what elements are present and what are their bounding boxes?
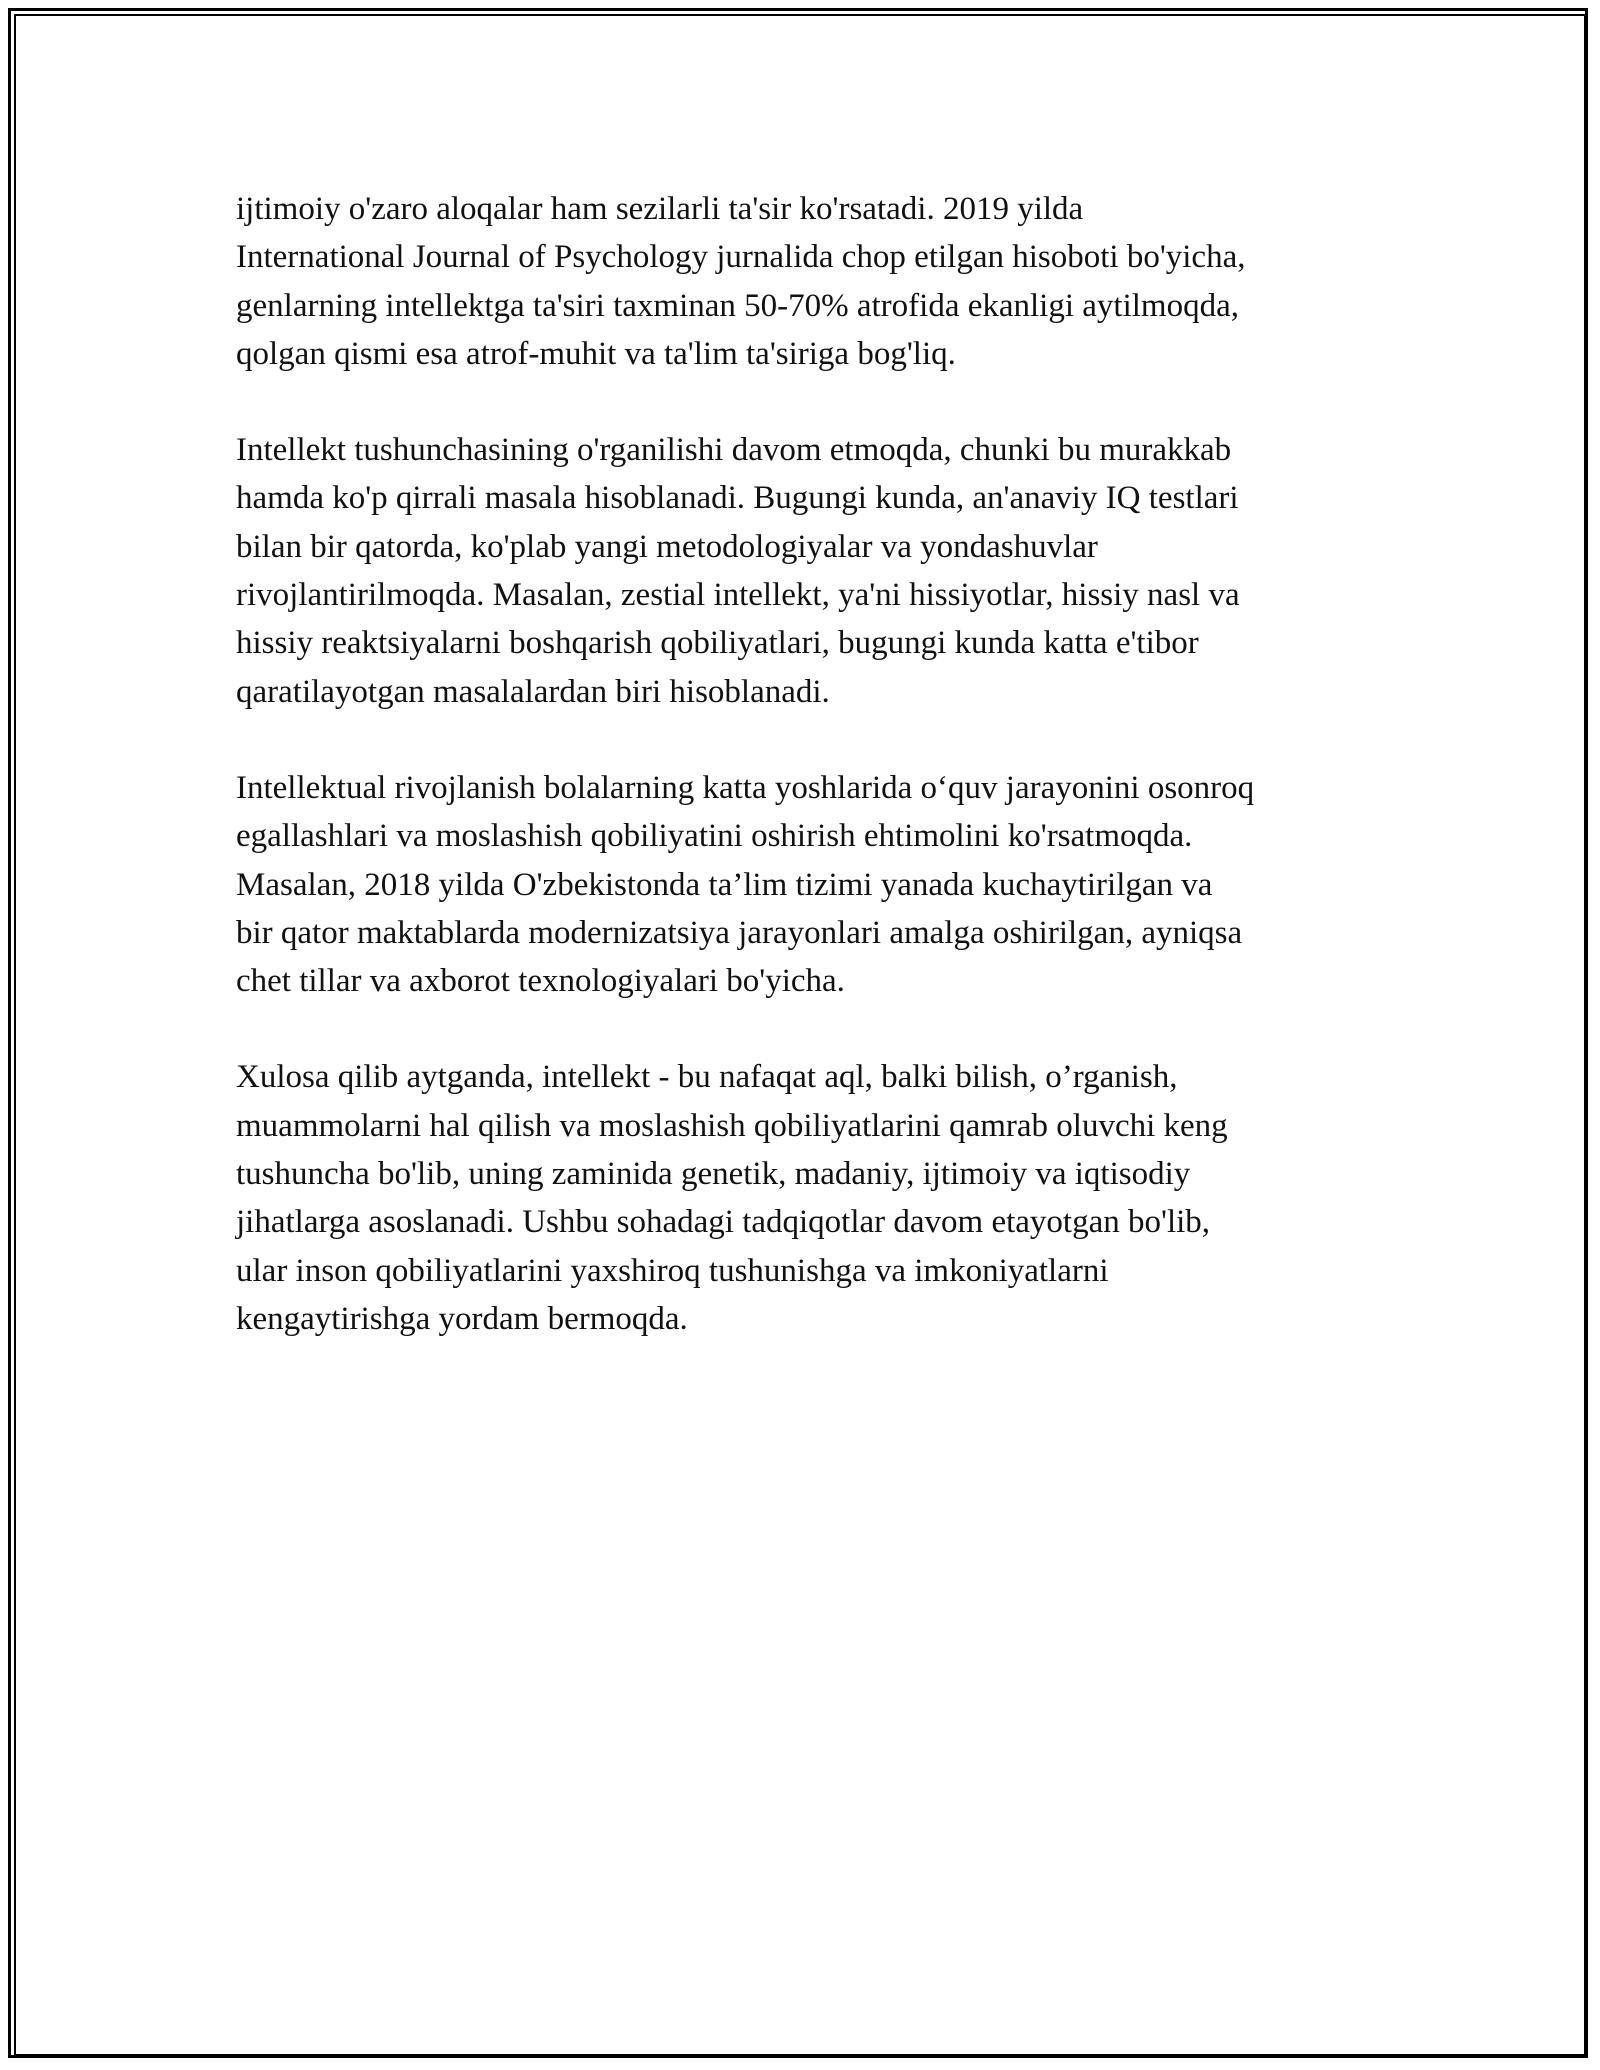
text-line: bir qator maktablarda modernizatsiya jarayonlari amalga oshirilgan, ayniqsa — [236, 914, 1243, 951]
text-line: rivojlantirilmoqda. Masalan, zestial intellekt, ya'ni hissiyotlar, hissiy nasl va — [236, 577, 1240, 614]
text-line: kengaytirishga yordam bermoqda. — [236, 1300, 688, 1337]
text-line: qaratilayotgan masalalardan biri hisoblanadi. — [236, 673, 830, 710]
document-body — [236, 185, 1376, 1391]
text-line: tushuncha bo'lib, uning zaminida genetik, madaniy, ijtimoiy va iqtisodiy — [236, 1156, 1191, 1193]
text-line: jihatlarga asoslanadi. Ushbu sohadagi tadqiqotlar davom etayotgan bo'lib, — [236, 1204, 1211, 1241]
text-line: Intellektual rivojlanish bolalarning katta yoshlarida o‘quv jarayonini osonroq — [236, 769, 1255, 806]
text-line: International Journal of Psychology jurnalida chop etilgan hisoboti bo'yicha, — [236, 239, 1246, 276]
text-line: muammolarni hal qilish va moslashish qobiliyatlarini qamrab oluvchi keng — [236, 1107, 1228, 1144]
text-line: Masalan, 2018 yilda O'zbekistonda ta’lim tizimi yanada kuchaytirilgan va — [236, 866, 1213, 903]
text-line: qolgan qismi esa atrof-muhit va ta'lim ta'siriga bog'liq. — [236, 335, 956, 372]
paragraph-2 — [236, 426, 1376, 716]
paragraph-4 — [236, 1053, 1376, 1343]
text-line: egallashlari va moslashish qobiliyatini oshirish ehtimolini ko'rsatmoqda. — [236, 818, 1193, 855]
paragraph-3 — [236, 764, 1376, 1005]
text-line: ijtimoiy o'zaro aloqalar ham sezilarli ta'sir ko'rsatadi. 2019 yilda — [236, 191, 1084, 227]
text-line: bilan bir qatorda, ko'plab yangi metodologiyalar va yondashuvlar — [236, 528, 1098, 565]
paragraph-1 — [236, 185, 1376, 378]
text-line: chet tillar va axborot texnologiyalari bo'yicha. — [236, 963, 845, 1000]
text-line: ular inson qobiliyatlarini yaxshiroq tushunishga va imkoniyatlarni — [236, 1252, 1109, 1289]
text-line: Intellekt tushunchasining o'rganilishi davom etmoqda, chunki bu murakkab — [236, 432, 1232, 469]
text-line: hissiy reaktsiyalarni boshqarish qobiliyatlari, bugungi kunda katta e'tibor — [236, 625, 1199, 662]
text-line: hamda ko'p qirrali masala hisoblanadi. Bugungi kunda, an'anaviy IQ testlari — [236, 480, 1239, 517]
text-line: Xulosa qilib aytganda, intellekt - bu nafaqat aql, balki bilish, o’rganish, — [236, 1059, 1178, 1096]
text-line: genlarning intellektga ta'siri taxminan 50-70% atrofida ekanligi aytilmoqda, — [236, 287, 1239, 324]
